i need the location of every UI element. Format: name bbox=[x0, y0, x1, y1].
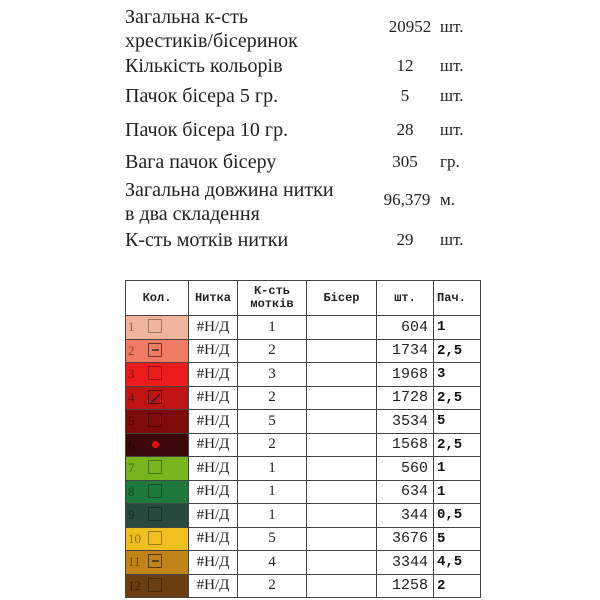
packs-cell: 4,5 bbox=[434, 551, 481, 575]
square-symbol-icon bbox=[148, 319, 162, 333]
skeins-cell: 5 bbox=[238, 527, 307, 551]
thread-cell: #Н/Д bbox=[189, 339, 238, 363]
packs-cell: 2,5 bbox=[434, 433, 481, 457]
table-row bbox=[126, 574, 481, 598]
packs-cell: 5 bbox=[434, 410, 481, 434]
skeins-cell: 1 bbox=[238, 457, 307, 481]
thread-cell: #Н/Д bbox=[189, 410, 238, 434]
thread-cell: #Н/Д bbox=[189, 504, 238, 528]
table-row bbox=[126, 363, 481, 387]
packs-cell: 1 bbox=[434, 480, 481, 504]
packs-cell: 2,5 bbox=[434, 339, 481, 363]
summary-row-bead-weight bbox=[0, 150, 600, 176]
color-legend-table bbox=[125, 280, 481, 598]
table-row bbox=[126, 527, 481, 551]
slash-symbol-icon bbox=[148, 390, 162, 404]
table-row bbox=[126, 339, 481, 363]
count-cell: 604 bbox=[377, 316, 434, 340]
summary-unit: шт. bbox=[440, 86, 464, 105]
count-cell: 560 bbox=[377, 457, 434, 481]
skeins-cell: 1 bbox=[238, 480, 307, 504]
color-swatch bbox=[126, 316, 189, 340]
count-cell: 1968 bbox=[377, 363, 434, 387]
summary-value: 28 bbox=[396, 120, 414, 139]
color-swatch bbox=[126, 410, 189, 434]
table-row bbox=[126, 480, 481, 504]
summary-unit: шт. bbox=[440, 230, 464, 249]
summary-row-bead-packs-10g bbox=[0, 118, 600, 144]
color-number: 3 bbox=[128, 366, 135, 382]
bead-cell bbox=[307, 504, 377, 528]
color-number: 12 bbox=[128, 577, 141, 593]
color-number: 8 bbox=[128, 483, 135, 499]
table-row bbox=[126, 433, 481, 457]
summary-label: Загальна довжина нитки в два складення bbox=[125, 179, 334, 225]
summary-label: К-сть мотків нитки bbox=[125, 229, 289, 251]
bead-cell bbox=[307, 410, 377, 434]
color-swatch bbox=[126, 574, 189, 598]
summary-label: Пачок бісера 10 гр. bbox=[125, 119, 289, 141]
count-cell: 1258 bbox=[377, 574, 434, 598]
color-number: 2 bbox=[128, 342, 135, 358]
count-cell: 3676 bbox=[377, 527, 434, 551]
bead-cell bbox=[307, 386, 377, 410]
packs-cell: 0,5 bbox=[434, 504, 481, 528]
square-symbol-icon bbox=[148, 507, 162, 521]
packs-cell: 2 bbox=[434, 574, 481, 598]
summary-value: 96,379 bbox=[383, 190, 431, 209]
header-count: шт. bbox=[377, 281, 434, 316]
packs-cell: 3 bbox=[434, 363, 481, 387]
thread-cell: #Н/Д bbox=[189, 551, 238, 575]
thread-cell: #Н/Д bbox=[189, 386, 238, 410]
skeins-cell: 5 bbox=[238, 410, 307, 434]
thread-cell: #Н/Д bbox=[189, 527, 238, 551]
summary-unit: шт. bbox=[440, 56, 464, 75]
color-number: 1 bbox=[128, 319, 135, 335]
skeins-cell: 3 bbox=[238, 363, 307, 387]
packs-cell: 1 bbox=[434, 457, 481, 481]
bead-cell bbox=[307, 363, 377, 387]
square-symbol-icon bbox=[148, 460, 162, 474]
color-swatch bbox=[126, 504, 189, 528]
summary-label: Пачок бісера 5 гр. bbox=[125, 85, 279, 107]
header-skeins: К-сть мотків bbox=[238, 281, 307, 316]
table-row bbox=[126, 386, 481, 410]
count-cell: 1568 bbox=[377, 433, 434, 457]
packs-cell: 5 bbox=[434, 527, 481, 551]
thread-cell: #Н/Д bbox=[189, 316, 238, 340]
color-swatch bbox=[126, 527, 189, 551]
packs-cell: 1 bbox=[434, 316, 481, 340]
thread-cell: #Н/Д bbox=[189, 363, 238, 387]
summary-unit: гр. bbox=[440, 152, 460, 171]
color-number: 9 bbox=[128, 507, 135, 523]
skeins-cell: 2 bbox=[238, 386, 307, 410]
color-number: 10 bbox=[128, 530, 141, 546]
bead-cell bbox=[307, 457, 377, 481]
bead-cell bbox=[307, 339, 377, 363]
color-number: 6 bbox=[128, 436, 135, 452]
color-number: 11 bbox=[128, 554, 141, 570]
count-cell: 344 bbox=[377, 504, 434, 528]
skeins-cell: 4 bbox=[238, 551, 307, 575]
summary-row-skeins bbox=[0, 228, 600, 254]
color-number: 4 bbox=[128, 389, 135, 405]
skeins-cell: 2 bbox=[238, 433, 307, 457]
count-cell: 1734 bbox=[377, 339, 434, 363]
bead-cell bbox=[307, 551, 377, 575]
header-packs: Пач. bbox=[434, 281, 481, 316]
skeins-cell: 1 bbox=[238, 316, 307, 340]
bead-cell bbox=[307, 527, 377, 551]
summary-label: Вага пачок бісеру bbox=[125, 151, 277, 173]
table-row bbox=[126, 316, 481, 340]
summary-unit: шт. bbox=[440, 120, 464, 139]
summary-label: Загальна к-сть хрестиків/бісеринок bbox=[125, 6, 298, 52]
minus-symbol-icon bbox=[148, 343, 162, 357]
summary-unit: шт. bbox=[440, 17, 464, 36]
color-number: 5 bbox=[128, 413, 135, 429]
skeins-cell: 2 bbox=[238, 339, 307, 363]
table-header-row bbox=[126, 281, 481, 316]
summary-row-colors bbox=[0, 54, 600, 80]
square-symbol-icon bbox=[148, 484, 162, 498]
bead-cell bbox=[307, 433, 377, 457]
bead-cell bbox=[307, 316, 377, 340]
dot-symbol-icon bbox=[152, 441, 159, 448]
summary-label: Кількість кольорів bbox=[125, 55, 283, 77]
summary-value: 29 bbox=[396, 230, 414, 249]
color-swatch bbox=[126, 363, 189, 387]
square-symbol-icon bbox=[148, 578, 162, 592]
summary-row-thread-length bbox=[0, 176, 600, 226]
square-symbol-icon bbox=[148, 413, 162, 427]
count-cell: 3534 bbox=[377, 410, 434, 434]
table-row bbox=[126, 410, 481, 434]
table-row bbox=[126, 551, 481, 575]
color-swatch bbox=[126, 386, 189, 410]
summary-row-total-stitches bbox=[0, 3, 600, 53]
count-cell: 634 bbox=[377, 480, 434, 504]
color-swatch bbox=[126, 433, 189, 457]
header-thread: Нитка bbox=[189, 281, 238, 316]
thread-cell: #Н/Д bbox=[189, 574, 238, 598]
thread-cell: #Н/Д bbox=[189, 457, 238, 481]
thread-cell: #Н/Д bbox=[189, 480, 238, 504]
color-swatch bbox=[126, 480, 189, 504]
minus-symbol-icon bbox=[148, 554, 162, 568]
square-symbol-icon bbox=[148, 366, 162, 380]
table-row bbox=[126, 504, 481, 528]
table-body bbox=[126, 316, 481, 598]
color-swatch bbox=[126, 339, 189, 363]
summary-value: 12 bbox=[396, 56, 414, 75]
color-swatch bbox=[126, 457, 189, 481]
square-symbol-icon bbox=[148, 531, 162, 545]
header-color: Кол. bbox=[126, 281, 189, 316]
packs-cell: 2,5 bbox=[434, 386, 481, 410]
summary-unit: м. bbox=[440, 190, 456, 209]
count-cell: 1728 bbox=[377, 386, 434, 410]
skeins-cell: 1 bbox=[238, 504, 307, 528]
thread-cell: #Н/Д bbox=[189, 433, 238, 457]
count-cell: 3344 bbox=[377, 551, 434, 575]
header-bead: Бісер bbox=[307, 281, 377, 316]
color-swatch bbox=[126, 551, 189, 575]
bead-cell bbox=[307, 480, 377, 504]
summary-value: 305 bbox=[392, 152, 418, 171]
skeins-cell: 2 bbox=[238, 574, 307, 598]
summary-row-bead-packs-5g bbox=[0, 84, 600, 110]
table-row bbox=[126, 457, 481, 481]
color-number: 7 bbox=[128, 460, 135, 476]
summary-value: 5 bbox=[400, 86, 410, 105]
summary-value: 20952 bbox=[388, 17, 432, 36]
bead-cell bbox=[307, 574, 377, 598]
